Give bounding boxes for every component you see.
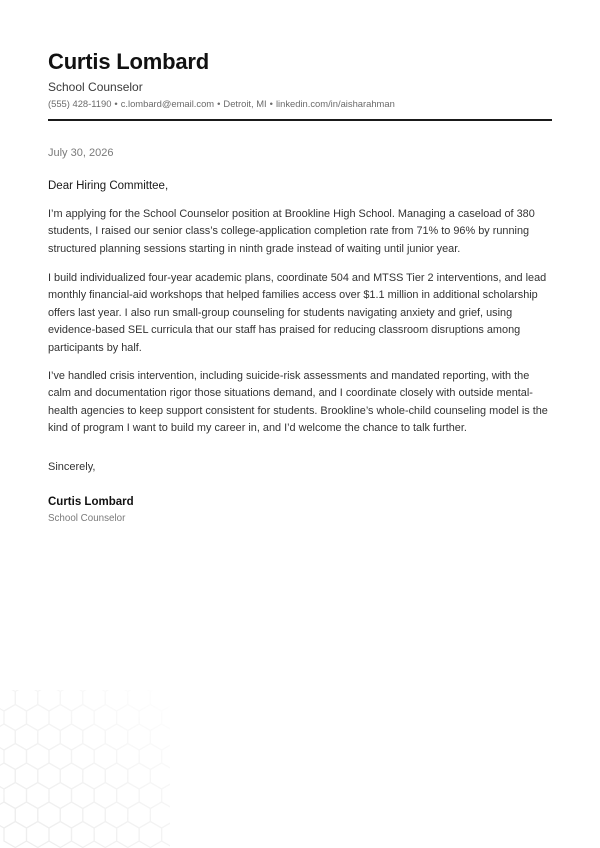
body-paragraph: I’m applying for the School Counselor position at Brookline High School. Managing a caseload of 380 students, I raised our senior class’s college-application completion rate from 71% to 96% by running structured planning sessions starting in ninth grade instead of waiting until junior year. xyxy=(48,208,535,255)
hexagon-cell xyxy=(72,822,95,848)
hexagon-cell xyxy=(162,822,170,848)
hexagon-cell xyxy=(15,690,38,711)
contact-linkedin: linkedin.com/in/aisharahman xyxy=(275,98,395,109)
letter-date: July 30, 2026 xyxy=(48,147,114,159)
hexagon-cell xyxy=(0,802,15,828)
contact-phone: (555) 428-1190 xyxy=(48,98,112,109)
salutation: Dear Hiring Committee, xyxy=(48,180,169,192)
hexagon-cell xyxy=(117,822,140,848)
hexagon-cell xyxy=(105,690,128,711)
contact-separator: • xyxy=(217,98,221,109)
closing: Sincerely, xyxy=(48,461,96,473)
hexagon-cell xyxy=(150,724,170,750)
hexagon-cell xyxy=(27,822,50,848)
hexagon-pattern-decoration xyxy=(0,690,170,848)
signature-title: School Counselor xyxy=(48,513,126,524)
body-paragraph: I build individualized four-year academic plans, coordinate 504 and MTSS Tier 2 interventions, and lead monthly financial-aid workshops that helped families access over $1.1 million in additional scholarship offers last year. I also run small-group counseling for students navigating anxiety and grief, using evidence-based SEL curricula that our staff has praised for reducing classroom disruptions among participants by half. xyxy=(48,272,547,354)
signature-name: Curtis Lombard xyxy=(48,496,134,508)
hexagon-cell xyxy=(83,690,106,711)
contact-line xyxy=(48,98,395,109)
hexagon-cell xyxy=(150,763,170,789)
applicant-role: School Counselor xyxy=(48,80,143,94)
hexagon-cell xyxy=(0,763,15,789)
contact-location: Detroit, MI xyxy=(223,98,267,109)
hexagon-cell xyxy=(4,822,27,848)
contact-separator: • xyxy=(114,98,118,109)
hexagon-cell xyxy=(150,802,170,828)
hexagon-cell xyxy=(49,822,72,848)
applicant-name: Curtis Lombard xyxy=(48,49,209,74)
hexagon-cell xyxy=(0,690,15,711)
hexagon-cell xyxy=(38,690,61,711)
contact-email: c.lombard@email.com xyxy=(120,98,215,109)
hexagon-cell xyxy=(139,822,162,848)
hexagon-cell xyxy=(0,724,15,750)
body-paragraph: I’ve handled crisis intervention, including suicide-risk assessments and mandated reporting, with the calm and documentation rigor those situations demand, and I coordinate closely with outside mental-health agencies to keep support consistent for students. Brookline’s whole-child counseling model is the kind of program I want to build my career in, and I’d welcome the chance to talk further. xyxy=(48,370,548,435)
contact-separator: • xyxy=(269,98,273,109)
hexagon-cell xyxy=(128,690,151,711)
header-divider xyxy=(48,119,552,121)
hexagon-cell xyxy=(60,690,83,711)
hexagon-cell xyxy=(94,822,117,848)
